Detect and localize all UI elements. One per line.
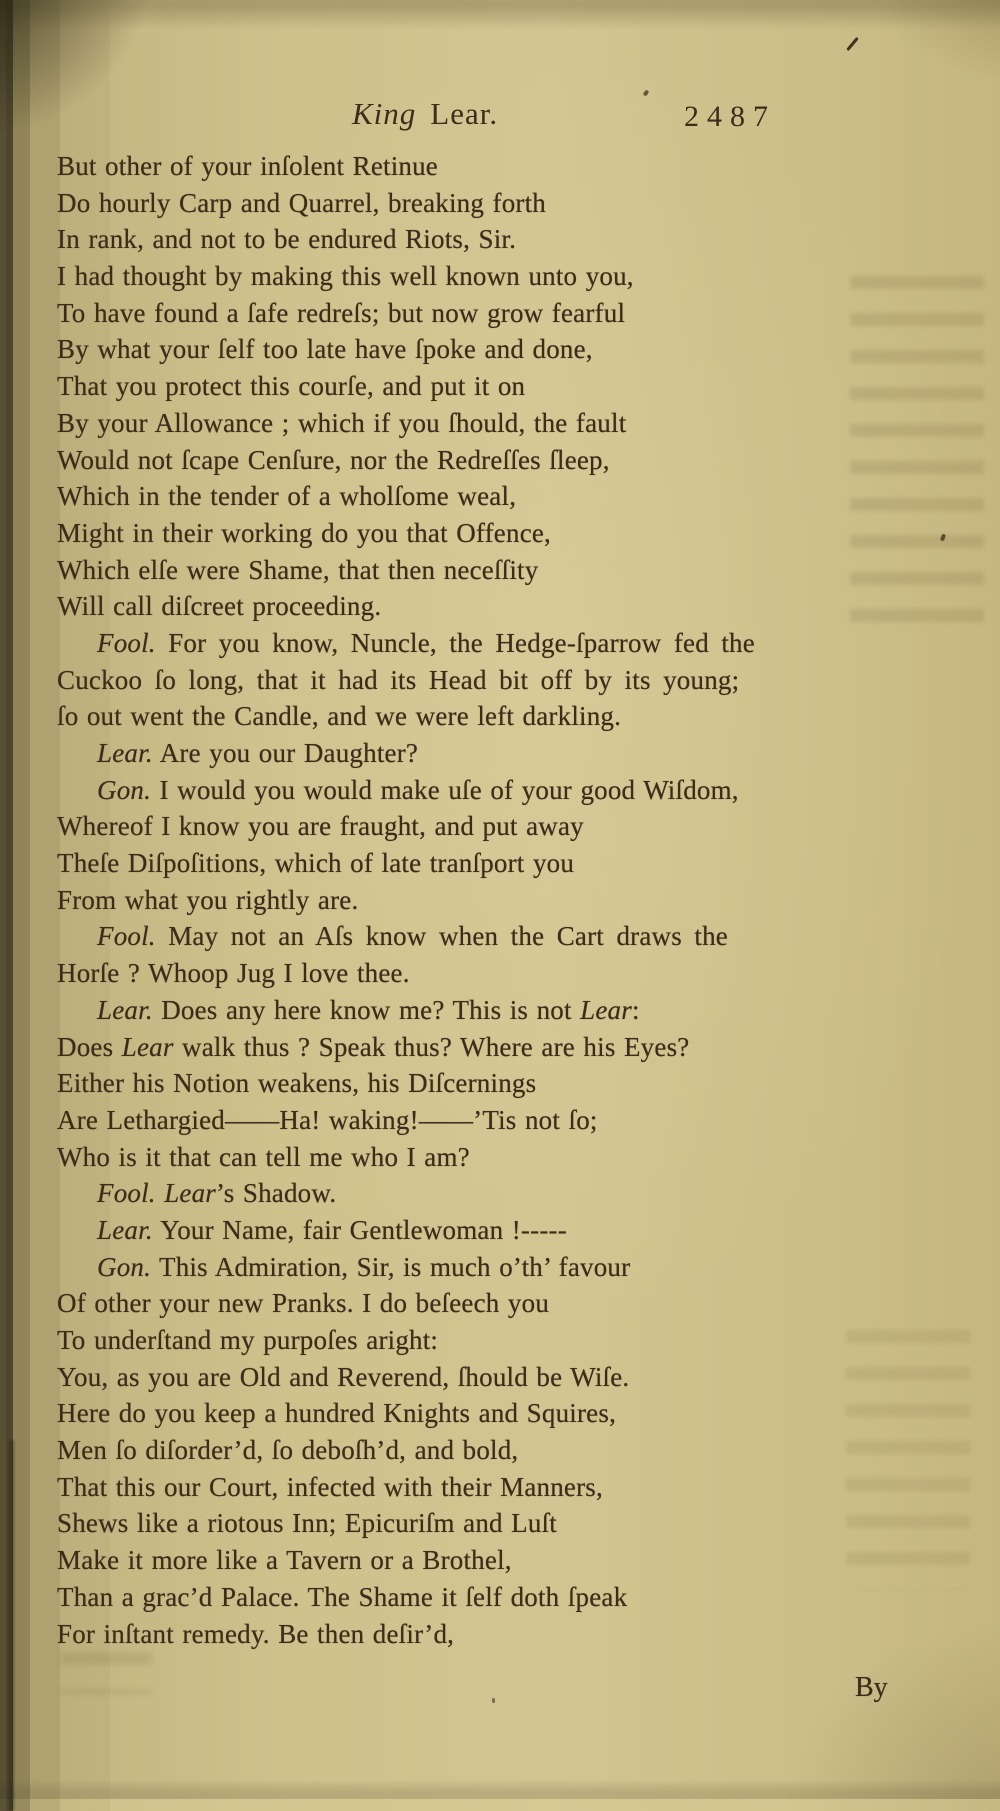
page-number: 2487	[684, 100, 776, 133]
line-text	[156, 1178, 164, 1208]
text-line	[57, 625, 829, 662]
italic-text: Lear	[164, 1178, 217, 1209]
line-text: Your Name, fair Gentlewoman !-----	[152, 1214, 567, 1245]
text-line	[57, 955, 829, 992]
text-line	[57, 1505, 829, 1542]
line-text: Would not ſcape Cenſure, nor the Redreſſes ſleep,	[57, 444, 610, 475]
text-line	[57, 148, 829, 185]
italic-text: Lear.	[97, 1214, 153, 1245]
line-text: walk thus ? Speak thus? Where are his Eyes?	[173, 1031, 690, 1062]
italic-text: Lear	[121, 1031, 174, 1062]
text-line	[57, 845, 829, 882]
text-line	[57, 1065, 829, 1102]
text-line	[57, 515, 829, 552]
text-line	[57, 1249, 829, 1286]
text-line	[57, 1139, 829, 1176]
text-line	[57, 662, 829, 699]
text-line	[57, 1616, 829, 1653]
running-title-king: King	[352, 96, 417, 131]
line-text: Might in their working do you that Offence,	[57, 517, 552, 548]
italic-text: Lear.	[97, 738, 153, 768]
line-text: Are Lethargied——Ha! waking!——’Tis not ſo;	[57, 1104, 598, 1135]
text-line	[57, 698, 829, 735]
text-line	[57, 1359, 829, 1396]
line-text: Whereof I know you are fraught, and put away	[57, 811, 584, 842]
text-line	[57, 735, 829, 772]
italic-text: Lear	[580, 994, 632, 1025]
show-through-text	[846, 1330, 970, 1590]
line-text: Either his Notion weakens, his Diſcernings	[57, 1068, 537, 1099]
line-text: Men ſo diſorder’d, ſo deboſh’d, and bold,	[57, 1435, 519, 1466]
catchword: By	[855, 1672, 888, 1703]
line-text: Who is it that can tell me who I am?	[57, 1141, 470, 1172]
line-text: Will call diſcreet proceeding.	[57, 591, 382, 622]
line-text: Here do you keep a hundred Knights and Squires,	[57, 1398, 617, 1429]
text-line	[57, 258, 829, 295]
line-text: By your Allowance ; which if you ſhould, the fault	[57, 407, 627, 438]
text-line	[57, 331, 829, 368]
binding-crease	[9, 1440, 14, 1811]
line-text: In rank, and not to be endured Riots, Sir.	[57, 224, 517, 255]
line-text: Horſe ? Whoop Jug I love thee.	[57, 958, 410, 989]
italic-text: Gon.	[97, 1251, 152, 1282]
text-line	[57, 405, 829, 442]
line-text: Than a grac’d Palace. The Shame it ſelf doth ſpeak	[57, 1581, 628, 1612]
line-text: Which elſe were Shame, that then neceſſity	[57, 554, 539, 585]
line-text: For you know, Nuncle, the Hedge-ſparrow fed the	[155, 627, 755, 658]
line-text: Make it more like a Tavern or a Brothel,	[57, 1545, 512, 1576]
text-line	[57, 478, 829, 515]
line-text: ſo out went the Candle, and we were left darkling.	[57, 701, 622, 732]
text-line	[57, 1395, 829, 1432]
line-text: For inſtant remedy. Be then deſir’d,	[57, 1618, 455, 1649]
text-line	[57, 1432, 829, 1469]
italic-text: Lear.	[97, 994, 153, 1025]
text-block	[57, 148, 829, 1652]
line-text: ’s Shadow.	[216, 1178, 337, 1209]
italic-text: Fool.	[97, 921, 156, 952]
line-text: By what your ſelf too late have ſpoke and done,	[57, 334, 593, 365]
italic-text: Gon.	[97, 774, 152, 805]
text-line	[57, 1029, 829, 1066]
line-text: I had thought by making this well known unto you,	[57, 261, 634, 292]
paper-speck	[846, 37, 859, 51]
text-line	[57, 588, 829, 625]
text-line	[57, 442, 829, 479]
line-text: Shews like a riotous Inn; Epicuriſm and Luſt	[57, 1508, 557, 1539]
line-text: Cuckoo ſo long, that it had its Head bit off by its young;	[57, 664, 740, 695]
line-text: Theſe Diſpoſitions, which of late tranſport you	[57, 848, 575, 879]
text-line	[57, 882, 829, 919]
text-line	[57, 1175, 829, 1212]
text-line	[57, 1542, 829, 1579]
line-text: May not an Aſs know when the Cart draws the	[155, 921, 728, 952]
text-line	[57, 295, 829, 332]
text-line	[57, 1579, 829, 1616]
line-text: Does any here know me? This is not	[152, 994, 581, 1025]
line-text: To underſtand my purpoſes aright:	[57, 1325, 439, 1355]
line-text: Which in the tender of a wholſome weal,	[57, 481, 517, 512]
line-text: This Admiration, Sir, is much o’th’ favour	[151, 1251, 631, 1282]
italic-text: Fool.	[97, 627, 156, 658]
text-line	[57, 918, 829, 955]
line-text: I would you would make uſe of your good Wiſdom,	[151, 774, 739, 805]
text-line	[57, 1322, 829, 1359]
line-text: That you protect this courſe, and put it on	[57, 371, 526, 402]
text-line	[57, 808, 829, 845]
line-text: You, as you are Old and Reverend, ſhould be Wiſe.	[57, 1361, 630, 1392]
text-line	[57, 1102, 829, 1139]
text-line	[57, 1469, 829, 1506]
line-text: From what you rightly are.	[57, 884, 359, 915]
running-title	[352, 96, 498, 132]
line-text: Of other your new Pranks. I do beſeech you	[57, 1288, 550, 1319]
text-line	[57, 185, 829, 222]
line-text: Do hourly Carp and Quarrel, breaking forth	[57, 187, 547, 218]
line-text: But other of your inſolent Retinue	[57, 151, 438, 181]
paper-speck	[492, 1698, 495, 1703]
italic-text: Fool.	[97, 1178, 156, 1209]
text-line	[57, 368, 829, 405]
text-line	[57, 1212, 829, 1249]
line-text: Are you our Daughter?	[152, 738, 419, 768]
show-through-text	[850, 276, 984, 638]
text-line	[57, 992, 829, 1029]
line-text: To have found a ſafe redreſs; but now grow fearful	[57, 297, 626, 328]
text-line	[57, 552, 829, 589]
text-line	[57, 1285, 829, 1322]
running-title-lear: Lear.	[430, 96, 499, 131]
show-through-text	[60, 1652, 152, 1694]
line-text: That this our Court, infected with their Manners,	[57, 1471, 603, 1502]
text-line	[57, 772, 829, 809]
line-text: Does	[57, 1031, 122, 1062]
text-line	[57, 221, 829, 258]
line-text: :	[631, 994, 640, 1025]
paper-speck	[643, 89, 650, 96]
